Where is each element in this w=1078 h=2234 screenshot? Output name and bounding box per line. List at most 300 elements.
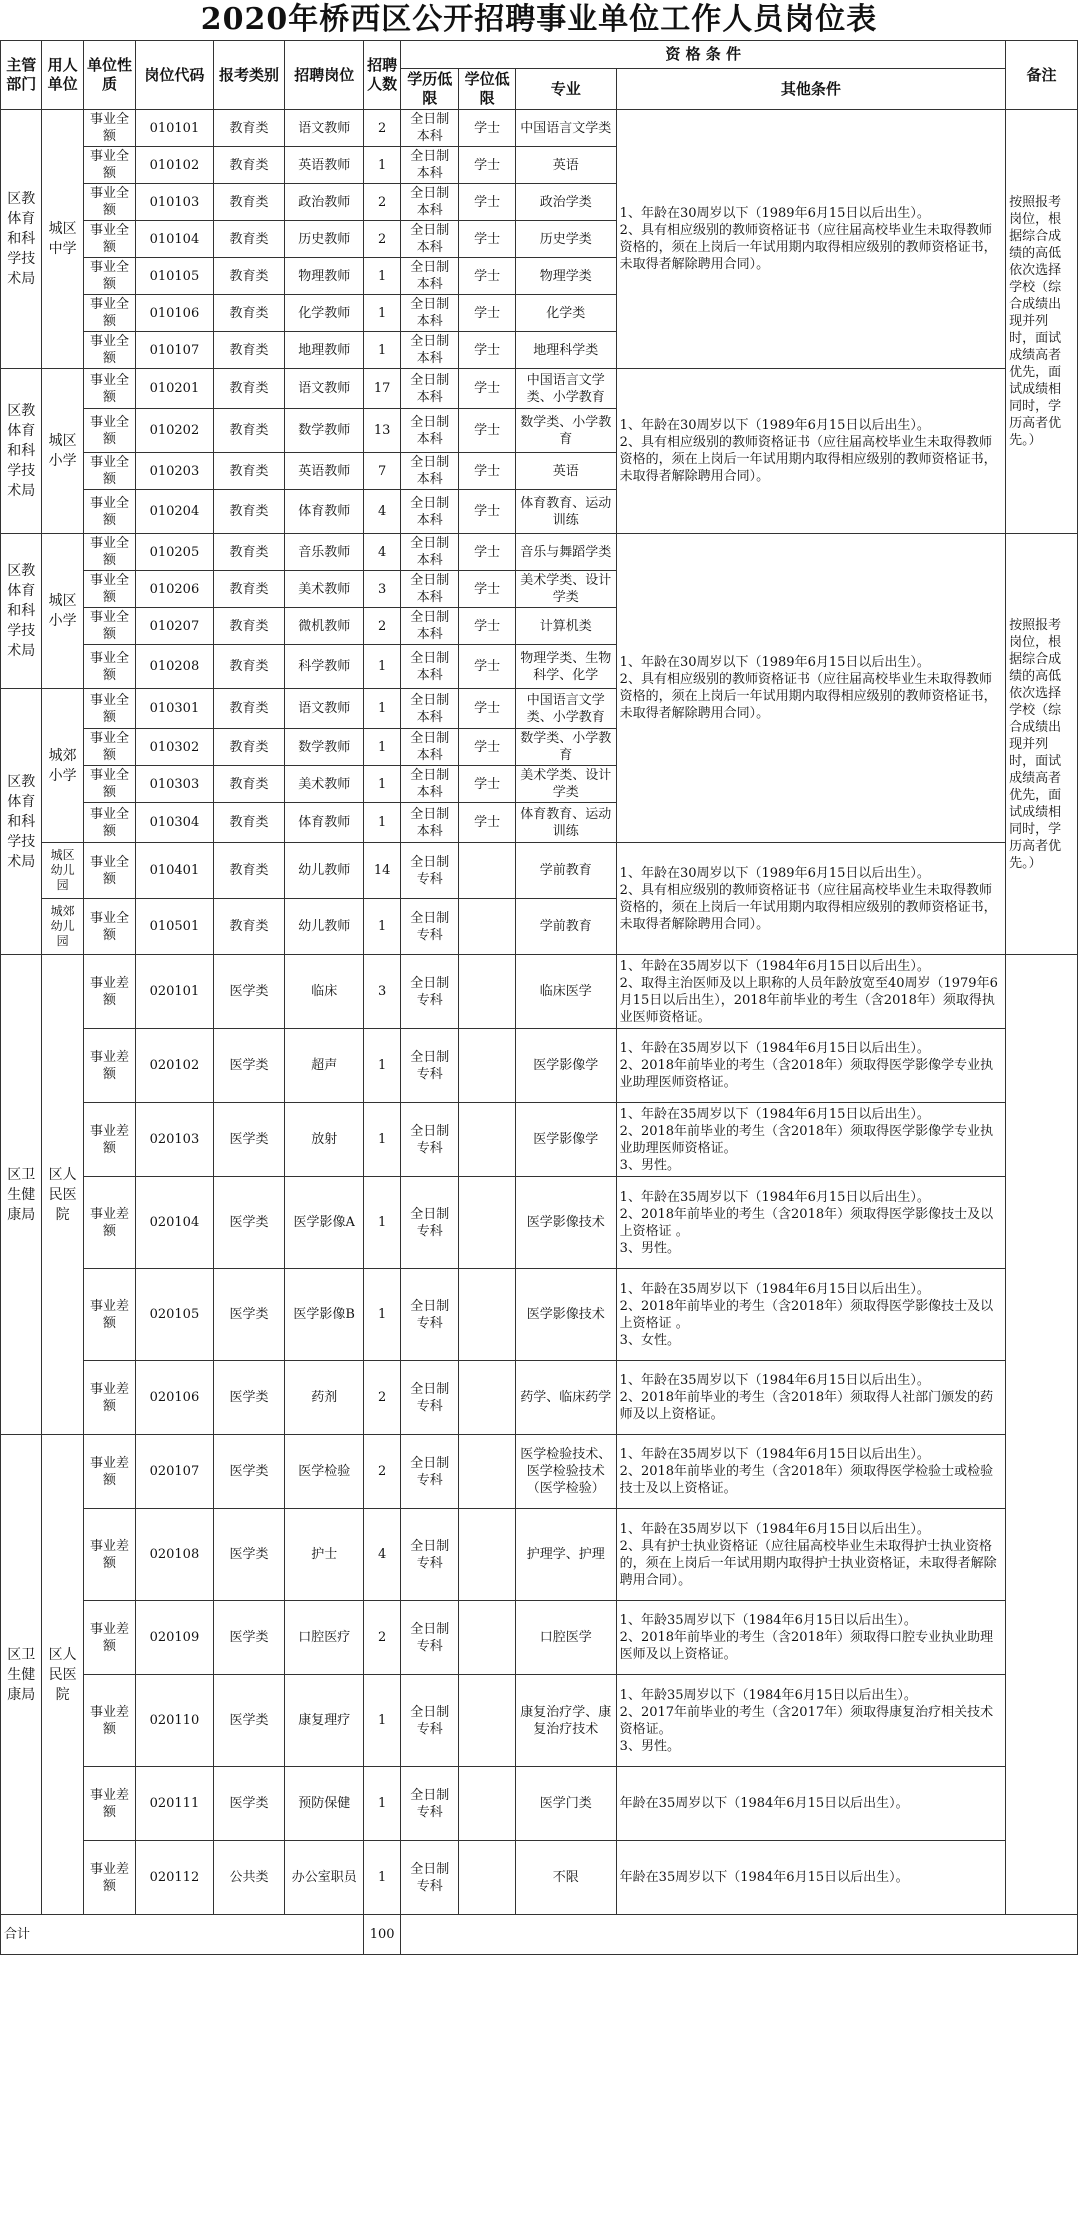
position-cell: 超声 xyxy=(285,1029,364,1103)
position-table xyxy=(0,40,1078,1955)
major-cell: 护理学、护理 xyxy=(515,1509,616,1601)
major-cell: 英语 xyxy=(515,147,616,184)
dept-cell: 区卫生健康局 xyxy=(1,1435,42,1915)
code-cell: 010208 xyxy=(136,645,213,689)
degree-cell xyxy=(459,955,516,1029)
other-conditions-cell: 1、年龄在35周岁以下（1984年6月15日以后出生）。 2、2018年前毕业的考生（含2018年）须取得医学影像技士及以上资格证 。 3、男性。 xyxy=(616,1177,1005,1269)
position-cell: 数学教师 xyxy=(285,409,364,453)
count-cell: 2 xyxy=(364,110,401,147)
code-cell: 010203 xyxy=(136,453,213,490)
major-cell: 临床医学 xyxy=(515,955,616,1029)
header-degree: 学位低限 xyxy=(459,69,516,110)
major-cell: 医学影像学 xyxy=(515,1029,616,1103)
degree-cell xyxy=(459,1675,516,1767)
code-cell: 010204 xyxy=(136,490,213,534)
table-row xyxy=(1,1103,1078,1177)
major-cell: 物理学类、生物科学、化学 xyxy=(515,645,616,689)
major-cell: 化学类 xyxy=(515,295,616,332)
category-cell: 教育类 xyxy=(213,332,285,369)
code-cell: 010401 xyxy=(136,843,213,899)
header-remark: 备注 xyxy=(1006,41,1078,110)
position-cell: 办公室职员 xyxy=(285,1841,364,1915)
count-cell: 1 xyxy=(364,1767,401,1841)
dept-cell: 区教体育和科学技术局 xyxy=(1,369,42,534)
major-cell: 物理学类 xyxy=(515,258,616,295)
major-cell: 药学、临床药学 xyxy=(515,1361,616,1435)
category-cell: 教育类 xyxy=(213,645,285,689)
category-cell: 教育类 xyxy=(213,766,285,803)
nature-cell: 事业全额 xyxy=(83,766,135,803)
edu-cell: 全日制本科 xyxy=(401,645,459,689)
dept-cell: 区教体育和科学技术局 xyxy=(1,689,42,955)
count-cell: 1 xyxy=(364,147,401,184)
code-cell: 010301 xyxy=(136,689,213,729)
degree-cell xyxy=(459,1767,516,1841)
count-cell: 1 xyxy=(364,1029,401,1103)
nature-cell: 事业全额 xyxy=(83,110,135,147)
table-row xyxy=(1,1361,1078,1435)
count-cell: 7 xyxy=(364,453,401,490)
count-cell: 1 xyxy=(364,803,401,843)
major-cell: 中国语言文学类 xyxy=(515,110,616,147)
table-row xyxy=(1,955,1078,1029)
count-cell: 4 xyxy=(364,534,401,571)
count-cell: 14 xyxy=(364,843,401,899)
count-cell: 1 xyxy=(364,258,401,295)
code-cell: 010205 xyxy=(136,534,213,571)
edu-cell: 全日制专科 xyxy=(401,1177,459,1269)
degree-cell: 学士 xyxy=(459,729,516,766)
position-cell: 政治教师 xyxy=(285,184,364,221)
nature-cell: 事业全额 xyxy=(83,803,135,843)
position-cell: 英语教师 xyxy=(285,453,364,490)
dept-cell: 区教体育和科学技术局 xyxy=(1,110,42,369)
major-cell: 计算机类 xyxy=(515,608,616,645)
category-cell: 教育类 xyxy=(213,534,285,571)
category-cell: 教育类 xyxy=(213,369,285,409)
nature-cell: 事业全额 xyxy=(83,899,135,955)
nature-cell: 事业全额 xyxy=(83,689,135,729)
count-cell: 1 xyxy=(364,1269,401,1361)
code-cell: 010201 xyxy=(136,369,213,409)
edu-cell: 全日制专科 xyxy=(401,1509,459,1601)
degree-cell: 学士 xyxy=(459,645,516,689)
major-cell: 地理科学类 xyxy=(515,332,616,369)
nature-cell: 事业差额 xyxy=(83,955,135,1029)
code-cell: 010107 xyxy=(136,332,213,369)
degree-cell xyxy=(459,1269,516,1361)
count-cell: 4 xyxy=(364,490,401,534)
degree-cell: 学士 xyxy=(459,332,516,369)
count-cell: 2 xyxy=(364,1435,401,1509)
category-cell: 教育类 xyxy=(213,453,285,490)
total-label: 合计 xyxy=(1,1915,364,1955)
unit-cell: 区人民医院 xyxy=(42,1435,83,1915)
edu-cell: 全日制专科 xyxy=(401,1269,459,1361)
degree-cell: 学士 xyxy=(459,571,516,608)
other-conditions-cell: 1、年龄在30周岁以下（1989年6月15日以后出生）。 2、具有相应级别的教师资格证书（应往届高校毕业生未取得教师资格的，须在上岗后一年试用期内取得相应级别的教师资格证书，未取得者解除聘用合同）。 xyxy=(616,369,1005,534)
position-cell: 幼儿教师 xyxy=(285,899,364,955)
code-cell: 010501 xyxy=(136,899,213,955)
major-cell: 数学类、小学教育 xyxy=(515,729,616,766)
code-cell: 010206 xyxy=(136,571,213,608)
degree-cell: 学士 xyxy=(459,534,516,571)
header-unit: 用人单位 xyxy=(42,41,83,110)
edu-cell: 全日制专科 xyxy=(401,1841,459,1915)
nature-cell: 事业差额 xyxy=(83,1435,135,1509)
degree-cell: 学士 xyxy=(459,110,516,147)
code-cell: 020105 xyxy=(136,1269,213,1361)
count-cell: 1 xyxy=(364,1841,401,1915)
degree-cell xyxy=(459,1177,516,1269)
header-qualifications: 资 格 条 件 xyxy=(401,41,1006,69)
position-cell: 医学影像B xyxy=(285,1269,364,1361)
edu-cell: 全日制专科 xyxy=(401,1103,459,1177)
major-cell: 中国语言文学类、小学教育 xyxy=(515,369,616,409)
edu-cell: 全日制本科 xyxy=(401,571,459,608)
code-cell: 010102 xyxy=(136,147,213,184)
code-cell: 010304 xyxy=(136,803,213,843)
count-cell: 1 xyxy=(364,766,401,803)
major-cell: 中国语言文学类、小学教育 xyxy=(515,689,616,729)
edu-cell: 全日制本科 xyxy=(401,409,459,453)
position-cell: 美术教师 xyxy=(285,571,364,608)
edu-cell: 全日制本科 xyxy=(401,110,459,147)
major-cell: 不限 xyxy=(515,1841,616,1915)
nature-cell: 事业差额 xyxy=(83,1361,135,1435)
major-cell: 美术学类、设计学类 xyxy=(515,571,616,608)
table-row xyxy=(1,1841,1078,1915)
position-cell: 物理教师 xyxy=(285,258,364,295)
edu-cell: 全日制本科 xyxy=(401,608,459,645)
position-cell: 微机教师 xyxy=(285,608,364,645)
position-cell: 化学教师 xyxy=(285,295,364,332)
table-row xyxy=(1,1029,1078,1103)
edu-cell: 全日制本科 xyxy=(401,689,459,729)
position-cell: 地理教师 xyxy=(285,332,364,369)
table-row xyxy=(1,110,1078,147)
unit-cell: 城区幼儿园 xyxy=(42,843,83,899)
category-cell: 医学类 xyxy=(213,1029,285,1103)
count-cell: 2 xyxy=(364,184,401,221)
code-cell: 020104 xyxy=(136,1177,213,1269)
category-cell: 教育类 xyxy=(213,295,285,332)
position-cell: 美术教师 xyxy=(285,766,364,803)
nature-cell: 事业差额 xyxy=(83,1841,135,1915)
count-cell: 3 xyxy=(364,571,401,608)
unit-cell: 城郊幼儿园 xyxy=(42,899,83,955)
count-cell: 1 xyxy=(364,899,401,955)
position-cell: 放射 xyxy=(285,1103,364,1177)
other-conditions-cell: 年龄在35周岁以下（1984年6月15日以后出生）。 xyxy=(616,1841,1005,1915)
position-cell: 预防保健 xyxy=(285,1767,364,1841)
position-cell: 语文教师 xyxy=(285,369,364,409)
category-cell: 教育类 xyxy=(213,843,285,899)
edu-cell: 全日制专科 xyxy=(401,899,459,955)
nature-cell: 事业全额 xyxy=(83,571,135,608)
nature-cell: 事业全额 xyxy=(83,608,135,645)
category-cell: 医学类 xyxy=(213,955,285,1029)
edu-cell: 全日制本科 xyxy=(401,295,459,332)
nature-cell: 事业差额 xyxy=(83,1675,135,1767)
table-body xyxy=(1,110,1078,1955)
major-cell: 医学影像学 xyxy=(515,1103,616,1177)
degree-cell xyxy=(459,1361,516,1435)
major-cell: 医学影像技术 xyxy=(515,1269,616,1361)
nature-cell: 事业全额 xyxy=(83,490,135,534)
count-cell: 2 xyxy=(364,221,401,258)
table-row xyxy=(1,369,1078,409)
category-cell: 医学类 xyxy=(213,1675,285,1767)
other-conditions-cell: 1、年龄在35周岁以下（1984年6月15日以后出生）。 2、取得主治医师及以上职称的人员年龄放宽至40周岁（1979年6月15日以后出生），2018年前毕业的考生（含2018年）须取得执业医师资格证。 xyxy=(616,955,1005,1029)
code-cell: 020101 xyxy=(136,955,213,1029)
code-cell: 010207 xyxy=(136,608,213,645)
degree-cell: 学士 xyxy=(459,803,516,843)
degree-cell xyxy=(459,1841,516,1915)
degree-cell: 学士 xyxy=(459,689,516,729)
category-cell: 医学类 xyxy=(213,1361,285,1435)
table-row xyxy=(1,1269,1078,1361)
position-cell: 体育教师 xyxy=(285,490,364,534)
major-cell: 美术学类、设计学类 xyxy=(515,766,616,803)
other-conditions-cell: 1、年龄在35周岁以下（1984年6月15日以后出生）。 2、2018年前毕业的考生（含2018年）须取得医学影像学专业执业助理医师资格证。 3、男性。 xyxy=(616,1103,1005,1177)
major-cell: 体育教育、运动训练 xyxy=(515,803,616,843)
nature-cell: 事业差额 xyxy=(83,1029,135,1103)
category-cell: 医学类 xyxy=(213,1177,285,1269)
degree-cell: 学士 xyxy=(459,369,516,409)
remark-cell: 按照报考岗位，根据综合成绩的高低依次选择学校（综合成绩出现并列时，面试成绩高者优先，面试成绩相同时，学历高者优先。） xyxy=(1006,534,1078,955)
code-cell: 020111 xyxy=(136,1767,213,1841)
position-cell: 护士 xyxy=(285,1509,364,1601)
degree-cell: 学士 xyxy=(459,409,516,453)
other-conditions-cell: 1、年龄在30周岁以下（1989年6月15日以后出生）。 2、具有相应级别的教师资格证书（应往届高校毕业生未取得教师资格的，须在上岗后一年试用期内取得相应级别的教师资格证书，未取得者解除聘用合同）。 xyxy=(616,534,1005,843)
category-cell: 医学类 xyxy=(213,1509,285,1601)
total-blank xyxy=(401,1915,1078,1955)
edu-cell: 全日制本科 xyxy=(401,147,459,184)
other-conditions-cell: 1、年龄35周岁以下（1984年6月15日以后出生）。 2、2018年前毕业的考生（含2018年）须取得口腔专业执业助理医师及以上资格证。 xyxy=(616,1601,1005,1675)
code-cell: 020107 xyxy=(136,1435,213,1509)
page-title: 2020年桥西区公开招聘事业单位工作人员岗位表 xyxy=(200,2,878,37)
category-cell: 教育类 xyxy=(213,490,285,534)
degree-cell: 学士 xyxy=(459,295,516,332)
category-cell: 教育类 xyxy=(213,803,285,843)
count-cell: 1 xyxy=(364,295,401,332)
edu-cell: 全日制专科 xyxy=(401,1601,459,1675)
remark-cell: 按照报考岗位，根据综合成绩的高低依次选择学校（综合成绩出现并列时，面试成绩高者优先，面试成绩相同时，学历高者优先。） xyxy=(1006,110,1078,534)
nature-cell: 事业全额 xyxy=(83,453,135,490)
nature-cell: 事业全额 xyxy=(83,409,135,453)
table-row xyxy=(1,1601,1078,1675)
code-cell: 010104 xyxy=(136,221,213,258)
degree-cell: 学士 xyxy=(459,184,516,221)
nature-cell: 事业全额 xyxy=(83,534,135,571)
dept-cell: 区卫生健康局 xyxy=(1,955,42,1435)
category-cell: 教育类 xyxy=(213,729,285,766)
degree-cell: 学士 xyxy=(459,766,516,803)
degree-cell: 学士 xyxy=(459,221,516,258)
code-cell: 020110 xyxy=(136,1675,213,1767)
edu-cell: 全日制专科 xyxy=(401,955,459,1029)
edu-cell: 全日制本科 xyxy=(401,453,459,490)
count-cell: 2 xyxy=(364,608,401,645)
code-cell: 020109 xyxy=(136,1601,213,1675)
header-dept: 主管部门 xyxy=(1,41,42,110)
degree-cell xyxy=(459,1435,516,1509)
major-cell: 学前教育 xyxy=(515,843,616,899)
position-cell: 医学影像A xyxy=(285,1177,364,1269)
position-cell: 历史教师 xyxy=(285,221,364,258)
count-cell: 4 xyxy=(364,1509,401,1601)
position-cell: 数学教师 xyxy=(285,729,364,766)
degree-cell: 学士 xyxy=(459,258,516,295)
major-cell: 医学门类 xyxy=(515,1767,616,1841)
count-cell: 1 xyxy=(364,689,401,729)
category-cell: 教育类 xyxy=(213,221,285,258)
unit-cell: 城区小学 xyxy=(42,534,83,689)
position-cell: 临床 xyxy=(285,955,364,1029)
nature-cell: 事业差额 xyxy=(83,1509,135,1601)
header-code: 岗位代码 xyxy=(136,41,213,110)
category-cell: 医学类 xyxy=(213,1601,285,1675)
header-count: 招聘人数 xyxy=(364,41,401,110)
nature-cell: 事业差额 xyxy=(83,1601,135,1675)
header-category: 报考类别 xyxy=(213,41,285,110)
count-cell: 1 xyxy=(364,332,401,369)
other-conditions-cell: 1、年龄在35周岁以下（1984年6月15日以后出生）。 2、2018年前毕业的考生（含2018年）须取得医学检验士或检验技士及以上资格证。 xyxy=(616,1435,1005,1509)
count-cell: 17 xyxy=(364,369,401,409)
dept-cell: 区教体育和科学技术局 xyxy=(1,534,42,689)
unit-cell: 区人民医院 xyxy=(42,955,83,1435)
category-cell: 教育类 xyxy=(213,571,285,608)
edu-cell: 全日制专科 xyxy=(401,843,459,899)
edu-cell: 全日制本科 xyxy=(401,490,459,534)
major-cell: 学前教育 xyxy=(515,899,616,955)
count-cell: 3 xyxy=(364,955,401,1029)
other-conditions-cell: 年龄在35周岁以下（1984年6月15日以后出生）。 xyxy=(616,1767,1005,1841)
category-cell: 医学类 xyxy=(213,1269,285,1361)
table-row xyxy=(1,1675,1078,1767)
remark-cell xyxy=(1006,955,1078,1915)
nature-cell: 事业全额 xyxy=(83,843,135,899)
category-cell: 教育类 xyxy=(213,689,285,729)
total-value: 100 xyxy=(364,1915,401,1955)
major-cell: 英语 xyxy=(515,453,616,490)
header-major: 专业 xyxy=(515,69,616,110)
count-cell: 1 xyxy=(364,645,401,689)
nature-cell: 事业差额 xyxy=(83,1177,135,1269)
position-cell: 科学教师 xyxy=(285,645,364,689)
edu-cell: 全日制本科 xyxy=(401,258,459,295)
degree-cell xyxy=(459,1103,516,1177)
nature-cell: 事业全额 xyxy=(83,147,135,184)
position-cell: 语文教师 xyxy=(285,689,364,729)
code-cell: 020103 xyxy=(136,1103,213,1177)
nature-cell: 事业全额 xyxy=(83,184,135,221)
other-conditions-cell: 1、年龄在35周岁以下（1984年6月15日以后出生）。 2、2018年前毕业的考生（含2018年）须取得医学影像学专业执业助理医师资格证。 xyxy=(616,1029,1005,1103)
code-cell: 010303 xyxy=(136,766,213,803)
major-cell: 政治学类 xyxy=(515,184,616,221)
major-cell: 音乐与舞蹈学类 xyxy=(515,534,616,571)
edu-cell: 全日制专科 xyxy=(401,1675,459,1767)
nature-cell: 事业全额 xyxy=(83,729,135,766)
edu-cell: 全日制专科 xyxy=(401,1361,459,1435)
major-cell: 康复治疗学、康复治疗技术 xyxy=(515,1675,616,1767)
degree-cell xyxy=(459,1509,516,1601)
nature-cell: 事业全额 xyxy=(83,221,135,258)
degree-cell xyxy=(459,899,516,955)
total-row xyxy=(1,1915,1078,1955)
other-conditions-cell: 1、年龄在30周岁以下（1989年6月15日以后出生）。 2、具有相应级别的教师资格证书（应往届高校毕业生未取得教师资格的，须在上岗后一年试用期内取得相应级别的教师资格证书，未取得者解除聘用合同）。 xyxy=(616,110,1005,369)
code-cell: 010202 xyxy=(136,409,213,453)
table-row xyxy=(1,843,1078,899)
edu-cell: 全日制本科 xyxy=(401,729,459,766)
position-cell: 英语教师 xyxy=(285,147,364,184)
major-cell: 医学检验技术、医学检验技术（医学检验） xyxy=(515,1435,616,1509)
major-cell: 体育教育、运动训练 xyxy=(515,490,616,534)
nature-cell: 事业差额 xyxy=(83,1269,135,1361)
code-cell: 010105 xyxy=(136,258,213,295)
edu-cell: 全日制专科 xyxy=(401,1435,459,1509)
code-cell: 020106 xyxy=(136,1361,213,1435)
position-cell: 语文教师 xyxy=(285,110,364,147)
category-cell: 医学类 xyxy=(213,1435,285,1509)
header-nature: 单位性质 xyxy=(83,41,135,110)
code-cell: 020112 xyxy=(136,1841,213,1915)
nature-cell: 事业全额 xyxy=(83,369,135,409)
table-row xyxy=(1,1177,1078,1269)
category-cell: 公共类 xyxy=(213,1841,285,1915)
major-cell: 口腔医学 xyxy=(515,1601,616,1675)
nature-cell: 事业全额 xyxy=(83,295,135,332)
code-cell: 020108 xyxy=(136,1509,213,1601)
count-cell: 13 xyxy=(364,409,401,453)
edu-cell: 全日制本科 xyxy=(401,221,459,258)
other-conditions-cell: 1、年龄在30周岁以下（1989年6月15日以后出生）。 2、具有相应级别的教师资格证书（应往届高校毕业生未取得教师资格的，须在上岗后一年试用期内取得相应级别的教师资格证书，未取得者解除聘用合同）。 xyxy=(616,843,1005,955)
degree-cell: 学士 xyxy=(459,608,516,645)
major-cell: 历史学类 xyxy=(515,221,616,258)
nature-cell: 事业全额 xyxy=(83,258,135,295)
degree-cell xyxy=(459,1029,516,1103)
position-cell: 音乐教师 xyxy=(285,534,364,571)
other-conditions-cell: 1、年龄在35周岁以下（1984年6月15日以后出生）。 2、具有护士执业资格证（应往届高校毕业生未取得护士执业资格的，须在上岗后一年试用期内取得护士执业资格证，未取得者解除聘用合同）。 xyxy=(616,1509,1005,1601)
other-conditions-cell: 1、年龄在35周岁以下（1984年6月15日以后出生）。 2、2018年前毕业的考生（含2018年）须取得人社部门颁发的药师及以上资格证。 xyxy=(616,1361,1005,1435)
category-cell: 教育类 xyxy=(213,899,285,955)
other-conditions-cell: 1、年龄在35周岁以下（1984年6月15日以后出生）。 2、2018年前毕业的考生（含2018年）须取得医学影像技士及以上资格证 。 3、女性。 xyxy=(616,1269,1005,1361)
category-cell: 教育类 xyxy=(213,608,285,645)
edu-cell: 全日制本科 xyxy=(401,369,459,409)
edu-cell: 全日制本科 xyxy=(401,184,459,221)
count-cell: 2 xyxy=(364,1601,401,1675)
category-cell: 教育类 xyxy=(213,147,285,184)
edu-cell: 全日制本科 xyxy=(401,803,459,843)
degree-cell xyxy=(459,1601,516,1675)
table-row xyxy=(1,1767,1078,1841)
edu-cell: 全日制本科 xyxy=(401,766,459,803)
category-cell: 教育类 xyxy=(213,184,285,221)
degree-cell: 学士 xyxy=(459,453,516,490)
edu-cell: 全日制本科 xyxy=(401,534,459,571)
header-position: 招聘岗位 xyxy=(285,41,364,110)
unit-cell: 城区小学 xyxy=(42,369,83,534)
nature-cell: 事业全额 xyxy=(83,645,135,689)
header-edu: 学历低限 xyxy=(401,69,459,110)
count-cell: 1 xyxy=(364,1177,401,1269)
code-cell: 020102 xyxy=(136,1029,213,1103)
category-cell: 医学类 xyxy=(213,1767,285,1841)
header-other: 其他条件 xyxy=(616,69,1005,110)
category-cell: 教育类 xyxy=(213,409,285,453)
position-cell: 口腔医疗 xyxy=(285,1601,364,1675)
